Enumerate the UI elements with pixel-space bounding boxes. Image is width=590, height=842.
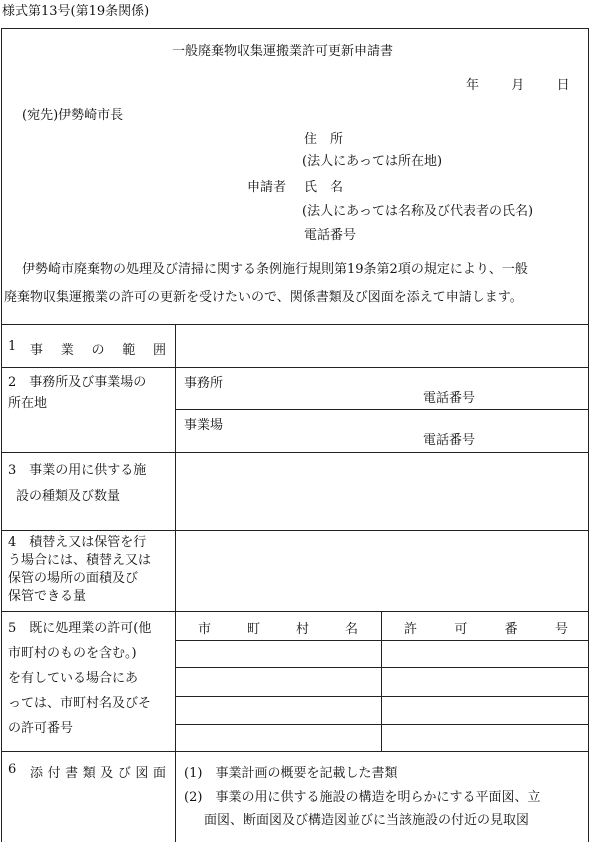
office-label: 事務所 [184,376,224,391]
row-5-label: 5 既に処理業の許可(他 市町村のものを含む。) を有している場合にあ っては、市町村名及びそ の許可番号 [8,621,152,736]
row-2-label: 2 事務所及び事業場の 所在地 [8,375,147,411]
permit-number-field[interactable] [382,641,588,666]
city-name-field[interactable] [176,697,380,723]
body-line-1: 伊勢崎市廃棄物の処理及び清掃に関する条例施行規則第19条第2項の規定により、一般 [22,262,528,277]
city-name-field[interactable] [176,641,380,666]
row-divider [175,409,589,410]
phone-label: 電話番号 [304,228,357,243]
date-day: 日 [556,78,570,93]
office-phone-label: 電話番号 [423,391,476,406]
permit-number-field[interactable] [382,697,588,723]
address-label: 住 所 [304,132,344,147]
facilities-field[interactable] [176,453,588,529]
business-scope-field[interactable] [176,325,588,366]
city-name-field[interactable] [176,668,380,695]
name-note: (法人にあっては名称及び代表者の氏名) [302,204,534,219]
date-month: 月 [511,78,525,93]
date-line [466,74,570,93]
date-year: 年 [466,78,480,93]
attachment-item-2: (2) 事業の用に供する施設の構造を明らかにする平面図、立 面図、断面図及び構造図並びに当該施設の付近の見取図 [184,790,541,828]
row-divider [1,367,589,368]
addressee: (宛先)伊勢崎市長 [22,108,124,123]
row-1-label: 事 業 の 範 囲 [30,343,166,358]
body-line-2: 廃棄物収集運搬業の許可の更新を受けたいので、関係書類及び図面を添えて申請します。 [4,290,523,305]
row-3-label: 3 事業の用に供する施 設の種類及び数量 [8,463,147,504]
site-label: 事業場 [184,418,224,433]
row-6-label: 添 付 書 類 及 び 図 面 [30,766,166,781]
row-6-number: 6 [8,762,17,777]
name-label: 氏 名 [304,180,344,195]
row-divider [1,611,589,612]
site-phone-label: 電話番号 [423,433,476,448]
row-divider [1,751,589,752]
applicant-label: 申請者 [247,180,287,195]
city-name-field[interactable] [176,725,380,750]
attachment-item-1: (1) 事業計画の概要を記載した書類 [184,766,398,781]
form-number: 様式第13号(第19条関係) [2,4,150,19]
column-header-city-name: 市 町 村 名 [198,622,358,637]
permit-number-field[interactable] [382,725,588,750]
permit-number-field[interactable] [382,668,588,695]
form-title: 一般廃棄物収集運搬業許可更新申請書 [172,44,394,59]
storage-field[interactable] [176,531,588,610]
row-1-number: 1 [8,339,17,354]
address-note: (法人にあっては所在地) [302,154,443,169]
column-header-permit-number: 許 可 番 号 [404,622,568,637]
row-4-label: 4 積替え又は保管を行 う場合には、積替え又は 保管の場所の面積及び 保管できる量 [8,535,152,604]
